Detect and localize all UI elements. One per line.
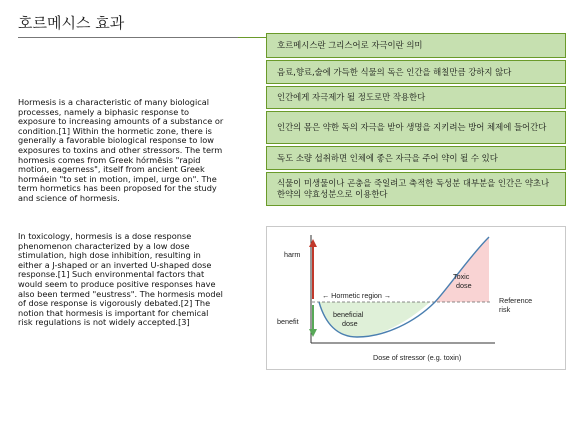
harm-arrowhead (309, 239, 317, 247)
summary-box: 음료,향료,술에 가득한 식물의 독은 인간을 해칠만큼 강하지 않다 (266, 60, 566, 84)
summary-box: 인간에게 자극제가 될 정도로만 작용한다 (266, 86, 566, 109)
summary-box: 독도 소량 섭취하면 인체에 좋은 자극을 주어 약이 될 수 있다 (266, 146, 566, 170)
reference-risk-label-line2: risk (499, 305, 511, 314)
x-axis-label: Dose of stressor (e.g. toxin) (373, 353, 462, 362)
hormetic-region-label: ← Hormetic region → (322, 291, 392, 300)
summary-box: 인간의 몸은 약한 독의 자극을 받아 생명을 지키려는 방어 체제에 들어간다 (266, 111, 566, 144)
toxic-dose-label: Toxic (453, 272, 470, 281)
benefit-label: benefit (277, 317, 299, 326)
summary-box: 식물이 미생물이나 곤충을 죽일려고 축적한 독성분 대부분을 인간은 약초나 한약의 약효성분으로 이용한다 (266, 172, 566, 206)
page-title: 호르메시스 효과 (18, 14, 125, 32)
title-underline (18, 37, 238, 38)
hormesis-definition-paragraph: Hormesis is a characteristic of many biological processes, namely a biphasic response to exposure to increasing amounts of a substance or condition.[1] Within the hormetic zone, there is generally a favorable biological response to low exposures to toxins and other stressors. The term hormesis comes from Greek hórmēsis "rapid motion, eagerness", itself from ancient Greek hormáein "to set in motion, impel, urge on". The term hormetics has been proposed for the study and science of hormesis. (18, 97, 224, 203)
beneficial-dose-label: beneficial (333, 310, 364, 319)
dose-response-diagram (267, 227, 565, 369)
summary-box: 호르메시스란 그리스어로 자극이란 의미 (266, 33, 566, 58)
benefit-arrowhead (309, 329, 317, 337)
title-connector-line (238, 37, 266, 38)
harm-label: harm (284, 250, 301, 259)
summary-box-list (266, 33, 566, 208)
reference-risk-label: Reference (499, 296, 533, 305)
toxic-dose-label-line2: dose (456, 281, 472, 290)
toxicology-paragraph: In toxicology, hormesis is a dose response phenomenon characterized by a low dose stimulation, high dose inhibition, resulting in either a J-shaped or an inverted U-shaped dose response.[1] Such environmental factors that would seem to produce positive responses have also been termed "eustress". The hormesis model of dose response is vigorously debated.[2] The notion that hormesis is important for chemical risk regulations is not widely accepted.[3] (18, 231, 223, 328)
beneficial-dose-label-line2: dose (342, 319, 358, 328)
hormesis-dose-response-figure (266, 226, 566, 370)
